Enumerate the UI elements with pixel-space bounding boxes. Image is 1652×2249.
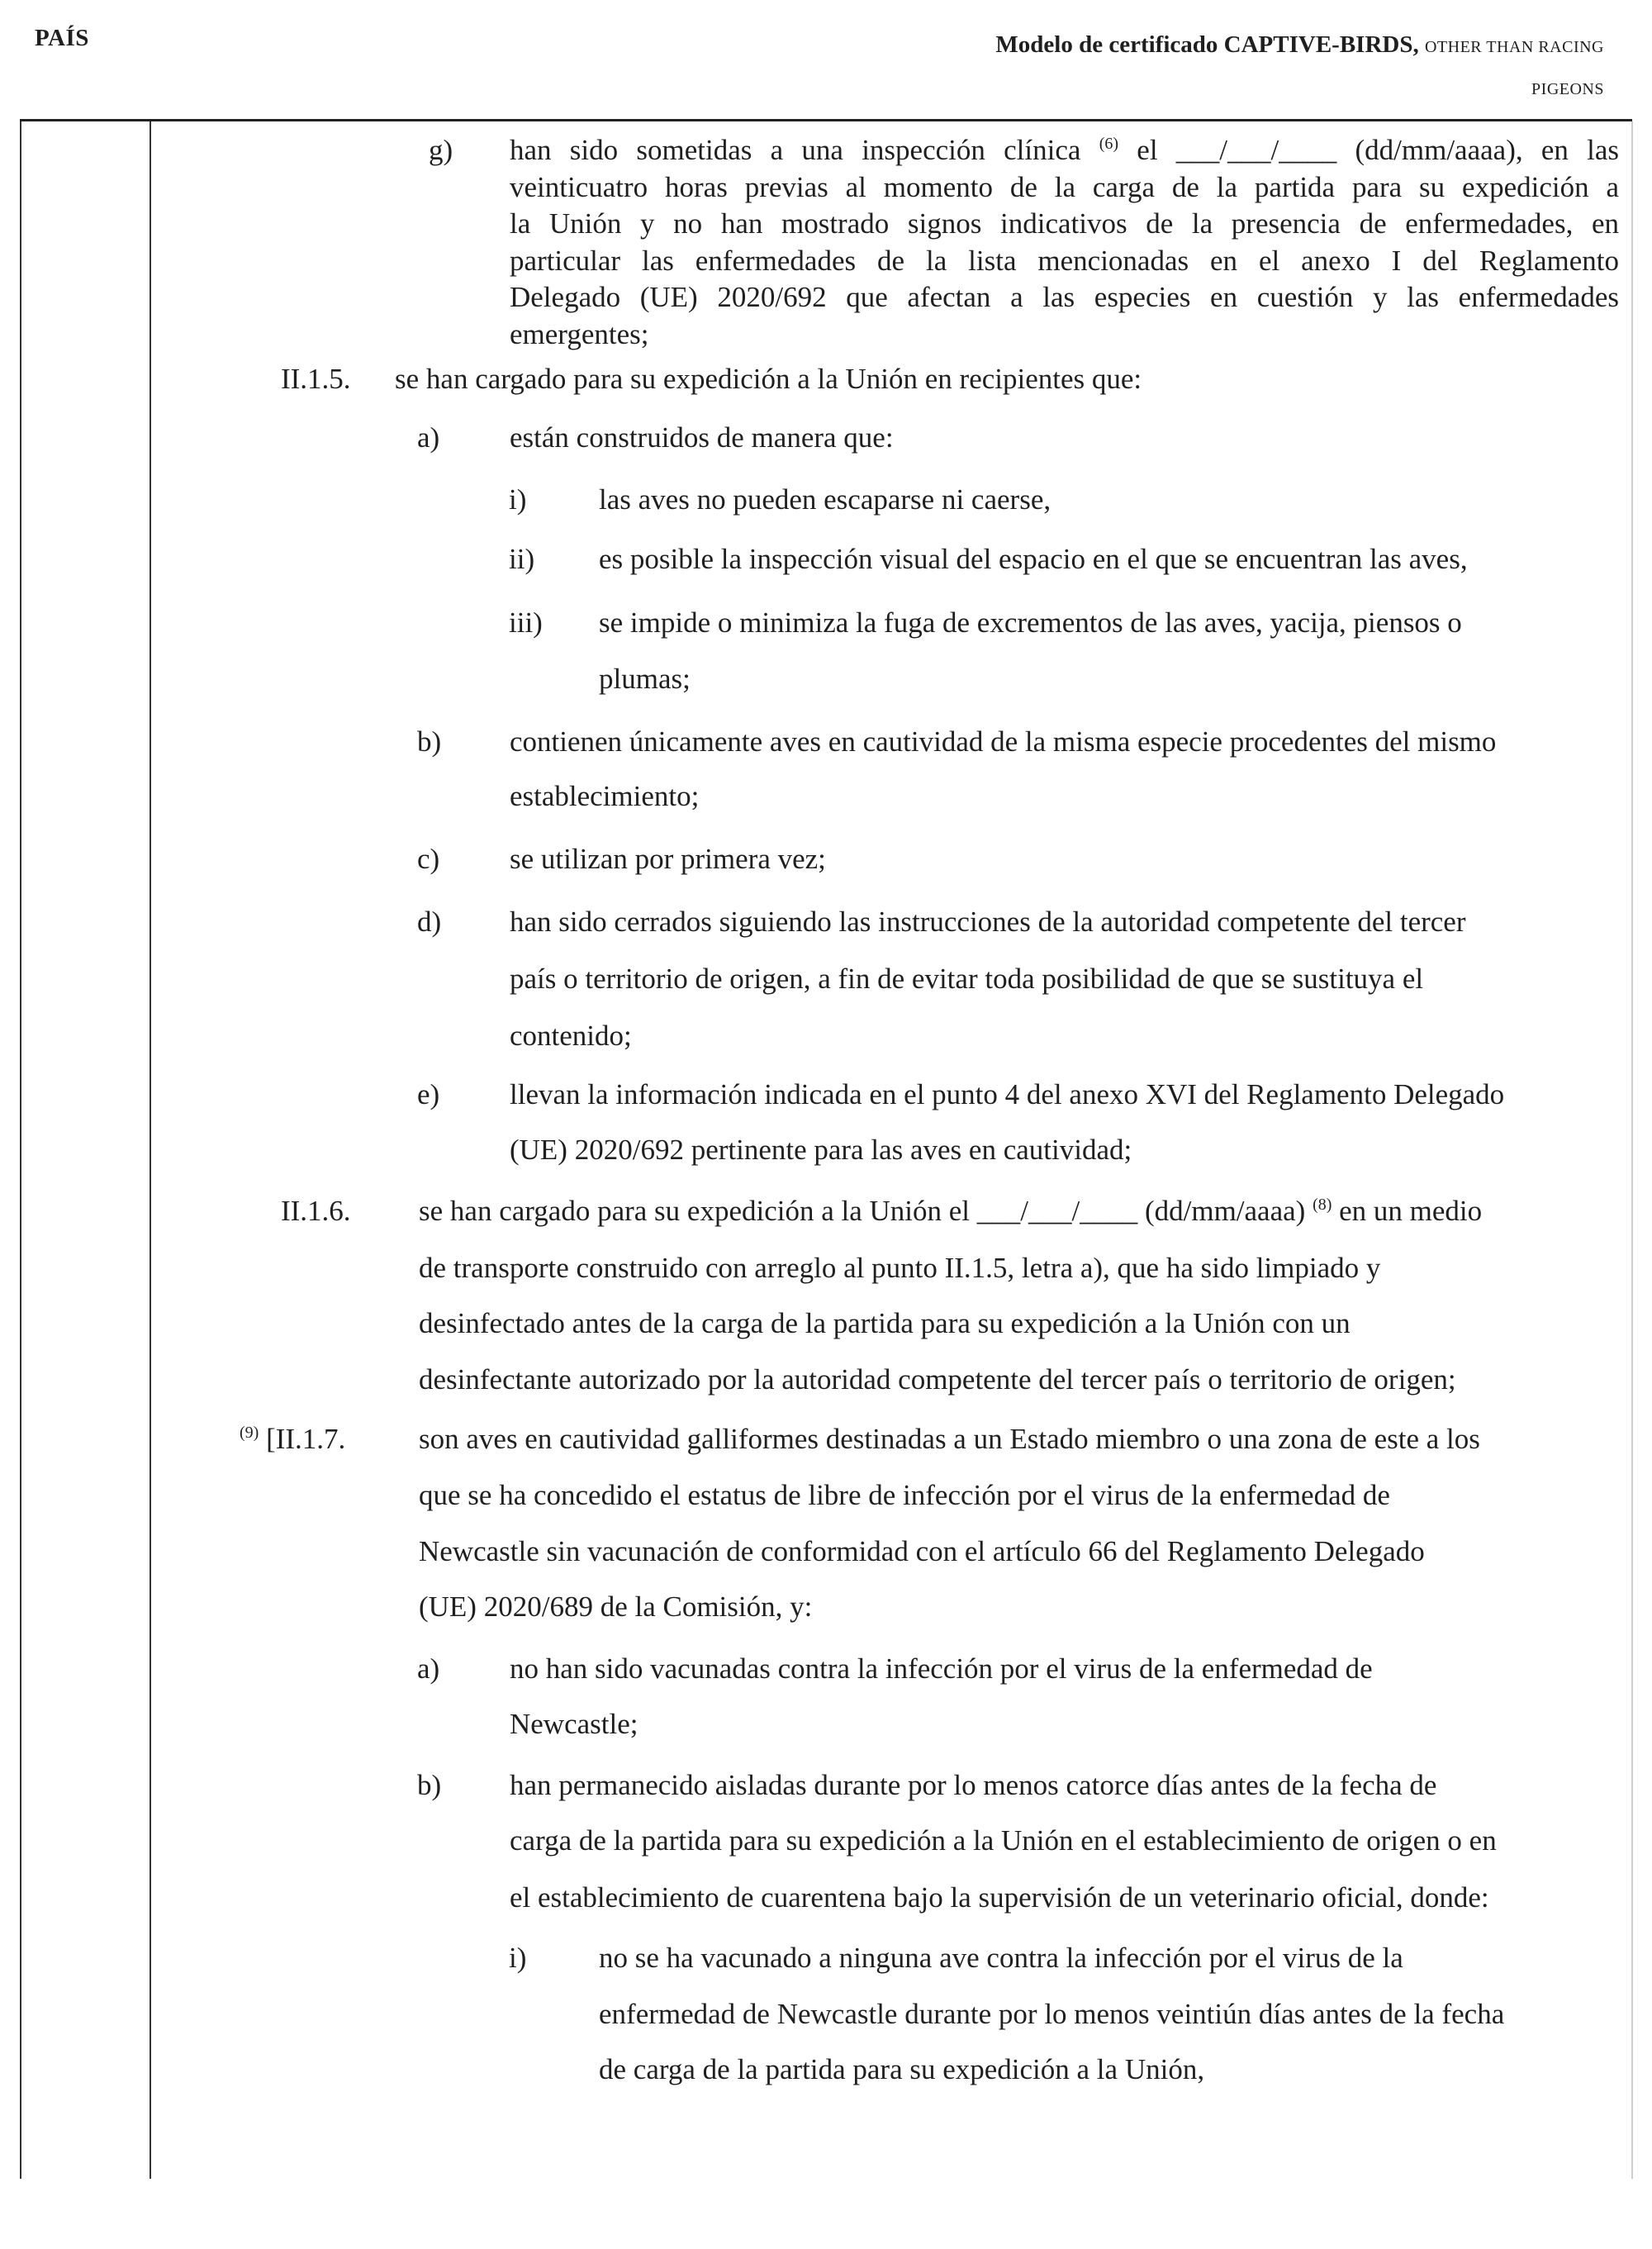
ii-1-5-a-i-text: las aves no pueden escaparse ni caerse, xyxy=(599,483,1051,516)
ii-1-7-line-4: (UE) 2020/689 de la Comisión, y: xyxy=(419,1590,813,1623)
ii-1-5-a-text: están construidos de manera que: xyxy=(510,421,894,454)
certificate-model-title xyxy=(695,25,1604,109)
ii-1-7-b-i-line-3: de carga de la partida para su expedición a la Unión, xyxy=(599,2053,1205,2085)
section-number-ii-1-7: [II.1.7. xyxy=(266,1423,346,1455)
ii-1-7-b-i-line-1: no se ha vacunado a ninguna ave contra la infección por el virus de la xyxy=(599,1942,1403,1974)
item-g-line-4: particular las enfermedades de la lista mencionadas en el anexo I del Reglamento xyxy=(510,244,1619,277)
footnote-ref-8: (8) xyxy=(1313,1196,1332,1214)
ii-1-6-line-1b: en un medio xyxy=(1339,1195,1483,1227)
ii-1-7-b-line-3: el establecimiento de cuarentena bajo la supervisión de un veterinario oficial, donde: xyxy=(510,1881,1489,1914)
ii-1-7-a-line-2: Newcastle; xyxy=(510,1708,638,1740)
item-g-line-1a: han sido sometidas a una inspección clínica xyxy=(510,134,1081,166)
ii-1-6-line-4: desinfectante autorizado por la autoridad competente del tercer país o territorio de origen; xyxy=(419,1363,1456,1396)
ii-1-5-c-label: c) xyxy=(417,843,440,875)
ii-1-7-line-1: son aves en cautividad galliformes destinadas a un Estado miembro o una zona de este a los xyxy=(419,1423,1480,1455)
ii-1-5-b-line-2: establecimiento; xyxy=(510,780,700,812)
item-g-line-2: veinticuatro horas previas al momento de la carga de la partida para su expedición a xyxy=(510,170,1619,203)
model-suffix-line2: PIGEONS xyxy=(1531,80,1604,98)
ii-1-6-line-1a: se han cargado para su expedición a la Unión el ___/___/____ (dd/mm/aaaa) xyxy=(419,1195,1306,1227)
model-suffix-line1: OTHER THAN RACING xyxy=(1424,38,1604,56)
footnote-ref-9: (9) xyxy=(240,1424,259,1442)
left-border-line xyxy=(20,121,21,2179)
item-g-line-3: la Unión y no han mostrado signos indicativos de la presencia de enfermedades, en xyxy=(510,207,1619,240)
ii-1-5-b-label: b) xyxy=(417,725,442,758)
ii-1-6-line-2: de transporte construido con arreglo al punto II.1.5, letra a), que ha sido limpiado y xyxy=(419,1252,1381,1284)
ii-1-5-e-line-1: llevan la información indicada en el punto 4 del anexo XVI del Reglamento Delegado xyxy=(510,1078,1505,1110)
ii-1-6-line-3: desinfectado antes de la carga de la partida para su expedición a la Unión con un xyxy=(419,1307,1351,1339)
ii-1-5-d-line-2: país o territorio de origen, a fin de evitar toda posibilidad de que se sustituya el xyxy=(510,963,1424,995)
ii-1-6-line-1 xyxy=(419,1195,1482,1228)
ii-1-5-b-line-1: contienen únicamente aves en cautividad de la misma especie procedentes del mismo xyxy=(510,725,1497,758)
model-code: CAPTIVE-BIRDS, xyxy=(1223,31,1419,58)
ii-1-5-e-line-2: (UE) 2020/692 pertinente para las aves en cautividad; xyxy=(510,1134,1132,1166)
item-g-line-1b: el ___/___/____ (dd/mm/aaaa), en las xyxy=(1137,134,1620,166)
section-ii-1-5-text: se han cargado para su expedición a la Unión en recipientes que: xyxy=(395,363,1142,395)
item-g-line-5: Delegado (UE) 2020/692 que afectan a las especies en cuestión y las enfermedades xyxy=(510,281,1619,314)
ii-1-5-e-label: e) xyxy=(417,1078,440,1110)
ii-1-5-a-label: a) xyxy=(417,421,440,454)
ii-1-7-b-i-label: i) xyxy=(509,1942,527,1974)
item-g-label: g) xyxy=(429,134,453,166)
ii-1-5-d-line-3: contenido; xyxy=(510,1020,632,1052)
section-number-ii-1-6: II.1.6. xyxy=(281,1195,351,1227)
column-divider-line xyxy=(150,121,151,2179)
ii-1-5-d-line-1: han sido cerrados siguiendo las instrucciones de la autoridad competente del tercer xyxy=(510,906,1466,938)
ii-1-5-c-text: se utilizan por primera vez; xyxy=(510,843,826,875)
country-label: PAÍS xyxy=(35,25,89,51)
ii-1-7-line-2: que se ha concedido el estatus de libre de infección por el virus de la enfermedad de xyxy=(419,1479,1390,1511)
ii-1-5-a-ii-text: es posible la inspección visual del espacio en el que se encuentran las aves, xyxy=(599,543,1468,575)
ii-1-7-b-label: b) xyxy=(417,1769,442,1801)
ii-1-7-b-line-2: carga de la partida para su expedición a la Unión en el establecimiento de origen o en xyxy=(510,1824,1497,1857)
ii-1-5-a-iii-line-2: plumas; xyxy=(599,663,691,695)
item-g-line-1 xyxy=(510,132,1619,169)
header-divider xyxy=(20,119,1632,121)
right-border-line xyxy=(1631,121,1633,2179)
footnote-ref-6: (6) xyxy=(1099,135,1119,153)
model-prefix: Modelo de certificado xyxy=(995,31,1218,58)
ii-1-7-b-line-1: han permanecido aisladas durante por lo menos catorce días antes de la fecha de xyxy=(510,1769,1437,1801)
item-g-paragraph xyxy=(510,132,1619,354)
ii-1-5-d-label: d) xyxy=(417,906,442,938)
ii-1-5-a-i-label: i) xyxy=(509,483,527,516)
section-number-ii-1-5: II.1.5. xyxy=(281,363,351,395)
ii-1-7-b-i-line-2: enfermedad de Newcastle durante por lo menos veintiún días antes de la fecha xyxy=(599,1998,1505,2030)
ii-1-7-a-line-1: no han sido vacunadas contra la infección por el virus de la enfermedad de xyxy=(510,1652,1373,1685)
ii-1-5-a-iii-label: iii) xyxy=(509,606,543,639)
ii-1-7-a-label: a) xyxy=(417,1652,440,1685)
ii-1-5-a-ii-label: ii) xyxy=(509,543,535,575)
ii-1-7-line-3: Newcastle sin vacunación de conformidad con el artículo 66 del Reglamento Delegado xyxy=(419,1535,1425,1567)
item-g-line-6: emergentes; xyxy=(510,317,649,350)
ii-1-5-a-iii-line-1: se impide o minimiza la fuga de excrementos de las aves, yacija, piensos o xyxy=(599,606,1462,639)
section-ii-1-7-label xyxy=(240,1423,345,1456)
